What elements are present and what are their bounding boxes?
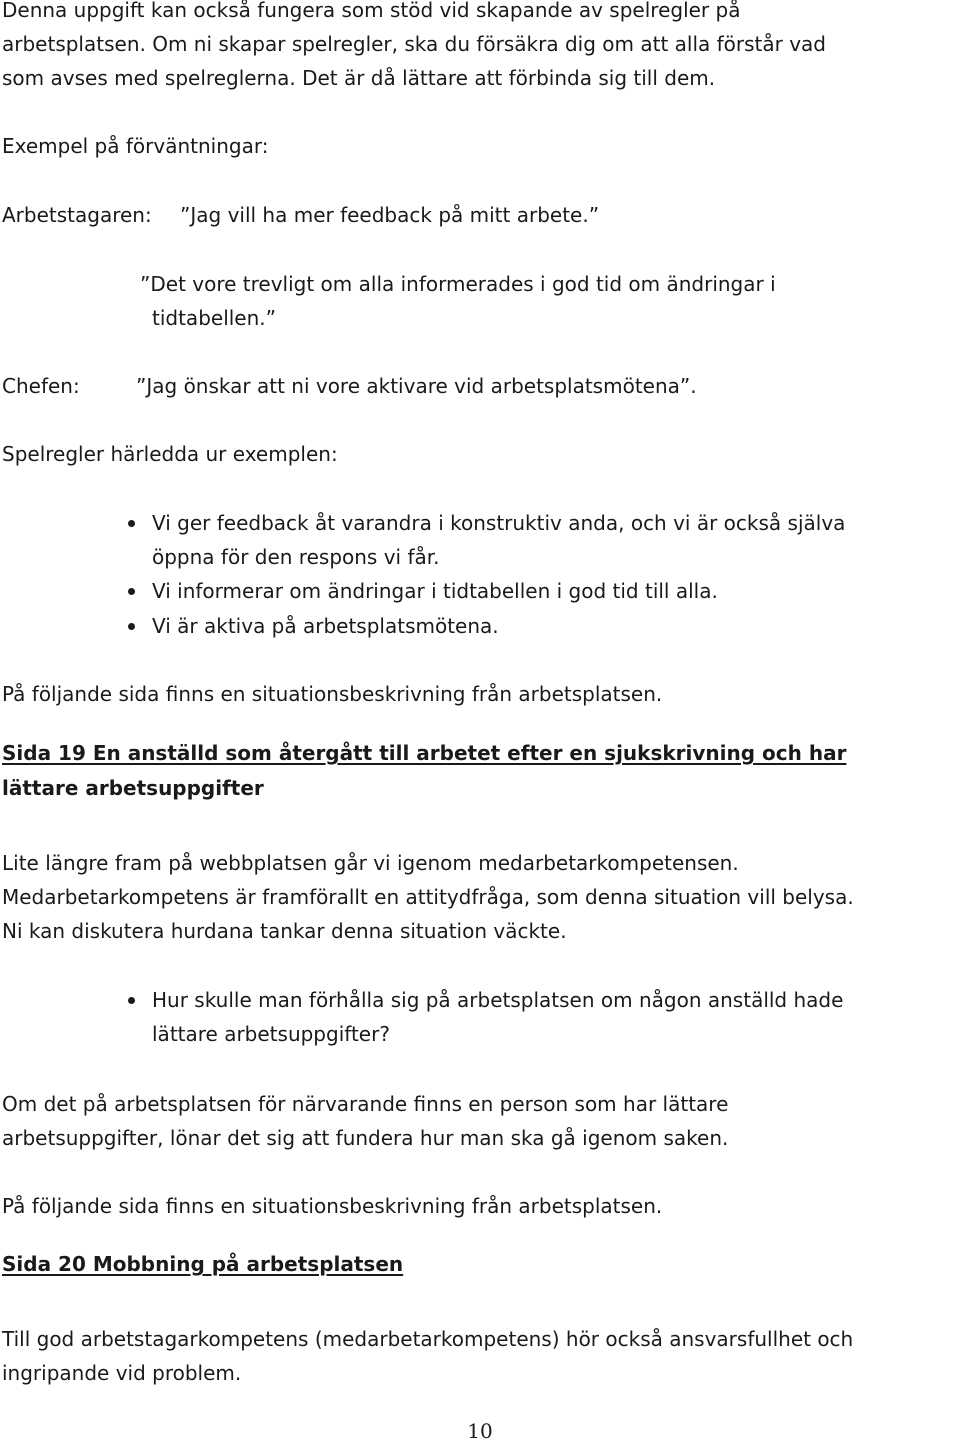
next-page-note-1: På följande sida finns en situationsbeskrivning från arbetsplatsen. [2, 682, 663, 706]
section-19-p1-line-1: Lite längre fram på webbplatsen går vi igenom medarbetarkompetensen. [2, 851, 739, 875]
section-19-heading-line-2: lättare arbetsuppgifter [2, 776, 264, 800]
employee-quote-1: ”Jag vill ha mer feedback på mitt arbete.” [180, 203, 600, 227]
section-19-p1-line-2: Medarbetarkompetens är framförallt en attitydfråga, som denna situation vill belysa. [2, 885, 854, 909]
intro-line-1: Denna uppgift kan också fungera som stöd vid skapande av spelregler på [2, 0, 741, 22]
next-page-note-2: På följande sida finns en situationsbeskrivning från arbetsplatsen. [2, 1194, 663, 1218]
employee-quote-2-line-1: ”Det vore trevligt om alla informerades i god tid om ändringar i [140, 272, 776, 296]
boss-quote: ”Jag önskar att ni vore aktivare vid arbetsplatsmötena”. [136, 374, 697, 398]
section-20-p1-line-2: ingripande vid problem. [2, 1361, 242, 1385]
examples-heading: Exempel på förväntningar: [2, 134, 269, 158]
section-20-p1-line-1: Till god arbetstagarkompetens (medarbetarkompetens) hör också ansvarsfullhet och [2, 1327, 854, 1351]
intro-line-3: som avses med spelreglerna. Det är då lättare att förbinda sig till dem. [2, 66, 716, 90]
page-number: 10 [467, 1419, 493, 1443]
rules-heading: Spelregler härledda ur exemplen: [2, 442, 338, 466]
section-19-p2-line-1: Om det på arbetsplatsen för närvarande finns en person som har lättare [2, 1092, 729, 1116]
rule-item-3: Vi är aktiva på arbetsplatsmötena. [152, 609, 499, 643]
rule-item-1-line-2: öppna för den respons vi får. [152, 545, 440, 569]
employee-label: Arbetstagaren: [2, 203, 152, 227]
rule-item-2: Vi informerar om ändringar i tidtabellen i god tid till alla. [152, 574, 718, 608]
section-19-p1-line-3: Ni kan diskutera hurdana tankar denna situation väckte. [2, 919, 567, 943]
intro-line-2: arbetsplatsen. Om ni skapar spelregler, ska du försäkra dig om att alla förstår vad [2, 32, 827, 56]
rule-item-1-line-1: Vi ger feedback åt varandra i konstruktiv anda, och vi är också själva [152, 506, 845, 540]
employee-quote-2-line-2: tidtabellen.” [152, 306, 277, 330]
section-19-heading-line-1: Sida 19 En anställd som återgått till arbetet efter en sjukskrivning och har [2, 741, 847, 765]
boss-label: Chefen: [2, 374, 80, 398]
section-19-question-line-2: lättare arbetsuppgifter? [152, 1022, 390, 1046]
section-19-p2-line-2: arbetsuppgifter, lönar det sig att fundera hur man ska gå igenom saken. [2, 1126, 729, 1150]
section-20-heading: Sida 20 Mobbning på arbetsplatsen [2, 1252, 404, 1276]
section-19-question-line-1: Hur skulle man förhålla sig på arbetsplatsen om någon anställd hade [152, 983, 843, 1017]
